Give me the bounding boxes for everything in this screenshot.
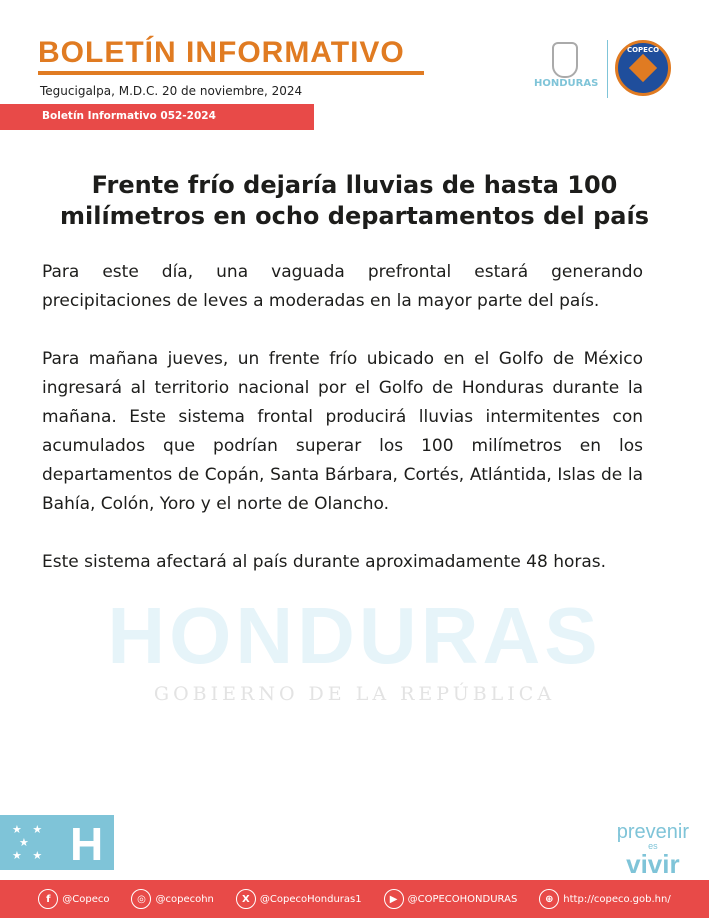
- x-icon: X: [236, 889, 256, 909]
- slogan-logo: [617, 822, 689, 877]
- honduras-logo: [534, 42, 599, 98]
- header-title: BOLETÍN INFORMATIVO: [38, 36, 405, 69]
- social-footer: [0, 880, 709, 918]
- slogan-mid: es: [648, 841, 658, 851]
- social-website[interactable]: [539, 889, 670, 909]
- social-instagram[interactable]: [131, 889, 213, 909]
- paragraph: Para mañana jueves, un frente frío ubicado en el Golfo de México ingresará al territorio nacional por el Golfo de Honduras durante la mañana. Este sistema frontal producirá lluvias intermitentes con acumulados que podrían superar los 100 milímetros en los departamentos de Copán, Santa Bárbara, Cortés, Atlántida, Islas de la Bahía, Colón, Yoro y el norte de Olancho.: [42, 349, 643, 514]
- social-label: @copecohn: [155, 893, 214, 905]
- social-facebook[interactable]: [38, 889, 109, 909]
- copeco-logo: [615, 40, 671, 96]
- watermark-gobierno: GOBIERNO DE LA REPÚBLICA: [153, 683, 556, 705]
- bulletin-number: Boletín Informativo 052-2024: [0, 104, 314, 130]
- youtube-icon: ▶: [384, 889, 404, 909]
- watermark-honduras: HONDURAS: [107, 591, 602, 680]
- logo-divider: [607, 40, 608, 98]
- flag-letter: H: [70, 818, 104, 870]
- article-title: Frente frío dejaría lluvias de hasta 100 milímetros en ocho departamentos del país: [59, 171, 649, 230]
- paragraph: Este sistema afectará al país durante aproximadamente 48 horas.: [42, 552, 607, 572]
- coat-of-arms-icon: [552, 42, 578, 78]
- social-label: @COPECOHONDURAS: [407, 893, 518, 905]
- social-label: @CopecoHonduras1: [259, 893, 362, 905]
- globe-icon: ⊕: [539, 889, 559, 909]
- copeco-logo-text: COPECO: [626, 46, 660, 54]
- dateline: Tegucigalpa, M.D.C. 20 de noviembre, 2024: [40, 84, 303, 98]
- honduras-logo-text: HONDURAS: [534, 78, 599, 89]
- paragraph: Para este día, una vaguada prefrontal estará generando precipitaciones de leves a moderadas en la mayor parte del país.: [42, 262, 643, 311]
- stars-icon: ★ ★ ★ ★ ★: [12, 823, 43, 862]
- facebook-icon: f: [38, 889, 58, 909]
- social-label: http://copeco.gob.hn/: [563, 893, 671, 905]
- social-x[interactable]: [236, 889, 362, 909]
- copeco-diamond-icon: [629, 54, 657, 82]
- header-rule: [38, 71, 424, 75]
- instagram-icon: ◎: [131, 889, 151, 909]
- social-label: @Copeco: [62, 893, 110, 905]
- honduras-flag-logo: [0, 815, 114, 870]
- social-youtube[interactable]: [384, 889, 518, 909]
- article-body: [42, 258, 643, 606]
- slogan-bottom: vivir: [626, 849, 680, 879]
- slogan-top: prevenir: [616, 821, 689, 843]
